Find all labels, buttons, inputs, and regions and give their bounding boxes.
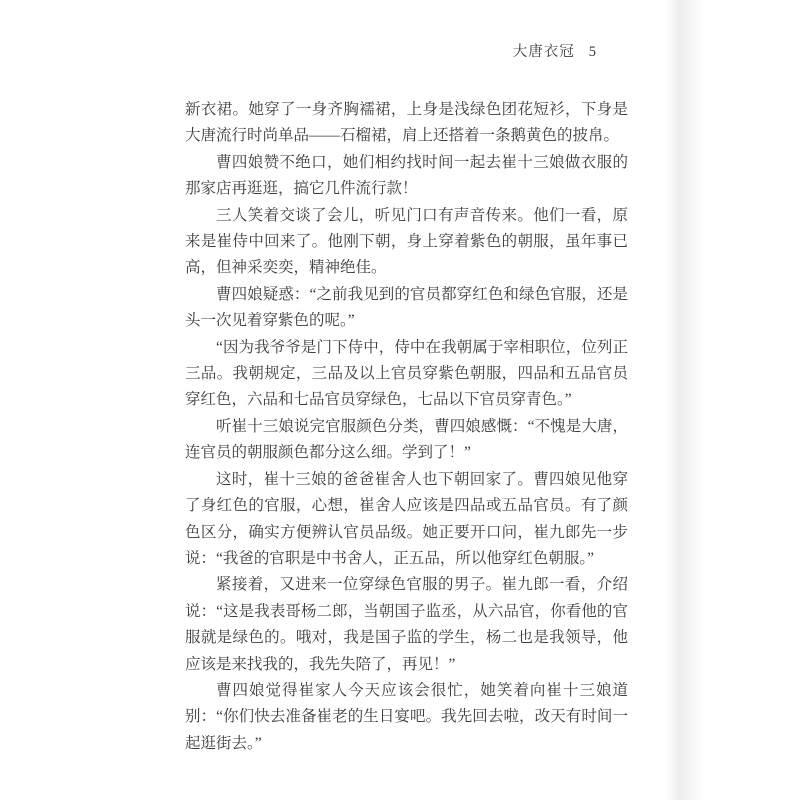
page-edge-shading [665, 0, 705, 800]
paragraph: 曹四娘疑惑：“之前我见到的官员都穿红色和绿色官服，还是头一次见着穿紫色的呢。” [185, 285, 628, 330]
paragraph: 三人笑着交谈了会儿，听见门口有声音传来。他们一看，原来是崔侍中回来了。他刚下朝，身上穿着紫色的朝服，虽年事已高，但神采奕奕，精神绝佳。 [185, 206, 628, 277]
running-head [185, 40, 612, 61]
paragraph: 听崔十三娘说完官服颜色分类，曹四娘感慨：“不愧是大唐，连官员的朝服颜色都分这么细。学到了！” [185, 417, 628, 462]
paragraph: 曹四娘赞不绝口，她们相约找时间一起去崔十三娘做衣服的那家店再逛逛，搞它几件流行款！ [185, 153, 628, 198]
paragraph: 这时，崔十三娘的爸爸崔舍人也下朝回家了。曹四娘见他穿了身红色的官服，心想，崔舍人应该是四品或五品官员。有了颜色区分，确实方便辨认官员品级。她正要开口问，崔九郎先一步说：“我爸的官职是中书舍人，正五品，所以他穿红色朝服。” [185, 470, 628, 567]
paragraph: 紧接着，又进来一位穿绿色官服的男子。崔九郎一看，介绍说：“这是我表哥杨二郎，当朝国子监丞，从六品官，你看他的官服就是绿色的。哦对，我是国子监的学生，杨二也是我领导，他应该是来找我的，我先失陪了，再见！” [185, 576, 628, 673]
page-body-text [185, 97, 628, 757]
paragraph: “因为我爷爷是门下侍中，侍中在我朝属于宰相职位，位列正三品。我朝规定，三品及以上官员穿紫色朝服，四品和五品官员穿红色，六品和七品官员穿绿色，七品以下官员穿青色。” [185, 338, 628, 409]
running-title: 大唐衣冠 [512, 44, 575, 60]
paragraph: 新衣裙。她穿了一身齐胸襦裙，上身是浅绿色团花短衫，下身是大唐流行时尚单品——石榴裙，肩上还搭着一条鹅黄色的披帛。 [185, 101, 628, 145]
paragraph: 曹四娘觉得崔家人今天应该会很忙，她笑着向崔十三娘道别：“你们快去准备崔老的生日宴吧。我先回去啦，改天有时间一起逛街去。” [185, 681, 628, 752]
page-number: 5 [588, 44, 596, 60]
